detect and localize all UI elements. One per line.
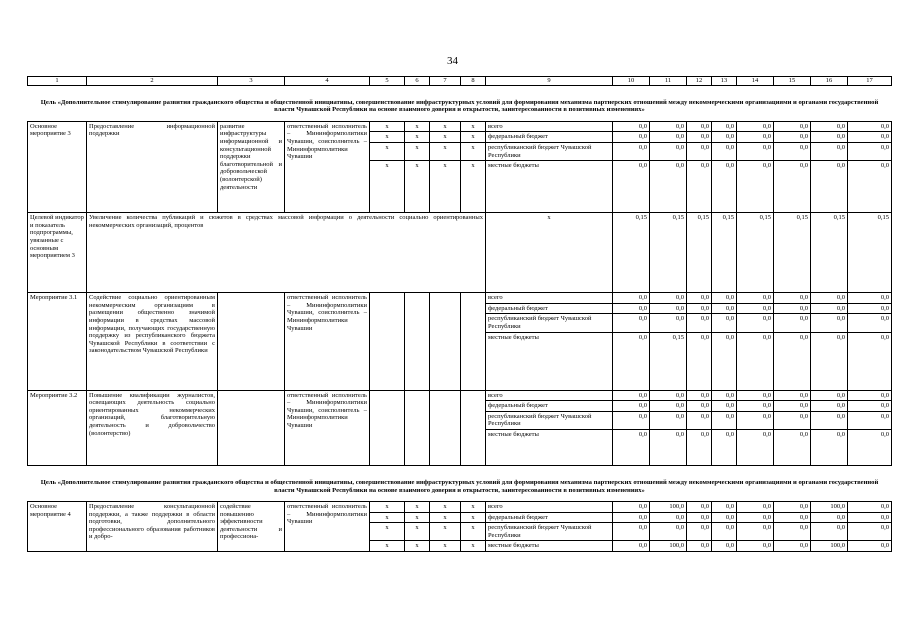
value-cell: 0,0 xyxy=(613,161,650,213)
value-cell: 0,0 xyxy=(712,512,737,523)
value-cell: 0,0 xyxy=(811,411,848,429)
indicator-description: Увеличение количества публикаций и сюжетов в средствах массовой информации о деятельности социально ориентированных некоммерческих организаций, процентов xyxy=(87,213,486,293)
value-cell: 0,15 xyxy=(774,213,811,293)
value-cell: 0,0 xyxy=(737,512,774,523)
value-cell: 0,0 xyxy=(848,502,892,513)
table-row xyxy=(28,390,892,401)
mark-cell: x xyxy=(405,121,430,132)
value-cell: 0,0 xyxy=(774,314,811,332)
value-cell: 0,0 xyxy=(737,401,774,412)
value-cell: 0,0 xyxy=(712,121,737,132)
funding-source: местные бюджеты xyxy=(486,541,613,552)
value-cell: 0,0 xyxy=(811,132,848,143)
event-name: Мероприятие 3.2 xyxy=(28,390,87,465)
value-cell: 0,0 xyxy=(650,293,687,304)
value-cell: 0,0 xyxy=(650,303,687,314)
value-cell: 0,0 xyxy=(687,401,712,412)
column-number: 9 xyxy=(486,77,613,86)
event-description: Предоставление информационной поддержки xyxy=(87,121,218,212)
event-responsible: ответственный исполнитель – Мининформполитики Чувашии, соисполнитель – Мининформполитики Чувашии xyxy=(285,121,370,212)
value-cell: 0,0 xyxy=(848,429,892,465)
event-goal xyxy=(218,390,285,465)
value-cell: 0,0 xyxy=(650,512,687,523)
value-cell: 0,0 xyxy=(737,161,774,213)
value-cell: 0,0 xyxy=(687,541,712,552)
mark-cell: x xyxy=(430,142,461,160)
value-cell: 0,0 xyxy=(811,512,848,523)
value-cell: 0,0 xyxy=(613,502,650,513)
event-description: Повышение квалификации журналистов, освещающих деятельность социально ориентированных некоммерческих организаций, благотворительную деятельность и добровольчество (волонтерство) xyxy=(87,390,218,465)
funding-source: федеральный бюджет xyxy=(486,132,613,143)
event-goal: содействие повышению эффективности деятельности и профессиона- xyxy=(218,502,285,552)
value-cell: 0,0 xyxy=(848,132,892,143)
event-name: Основное мероприятие 3 xyxy=(28,121,87,212)
value-cell: 0,0 xyxy=(774,401,811,412)
column-number: 5 xyxy=(370,77,405,86)
mark-cell: x xyxy=(405,502,430,513)
value-cell: 0,0 xyxy=(712,541,737,552)
event-goal: развитие инфраструктуры информационной и консультационной поддержки благотворительной и добровольческой (волонтерской) деятельности xyxy=(218,121,285,212)
column-number: 4 xyxy=(285,77,370,86)
column-number: 1 xyxy=(28,77,87,86)
value-cell: 100,0 xyxy=(811,502,848,513)
value-cell: 0,0 xyxy=(811,332,848,390)
value-cell: 0,0 xyxy=(774,502,811,513)
column-number: 8 xyxy=(461,77,486,86)
value-cell: 0,0 xyxy=(712,411,737,429)
value-cell: 0,0 xyxy=(687,161,712,213)
value-cell: 0,0 xyxy=(774,332,811,390)
mark-cell: x xyxy=(430,161,461,213)
value-cell: 0,0 xyxy=(613,429,650,465)
mark-cell: x xyxy=(461,541,486,552)
value-cell: 0,0 xyxy=(774,541,811,552)
value-cell: 0,0 xyxy=(848,314,892,332)
funding-source: всего xyxy=(486,502,613,513)
value-cell: 0,0 xyxy=(687,142,712,160)
value-cell: 0,0 xyxy=(613,523,650,541)
event-responsible: ответственный исполнитель – Мининформполитики Чувашии, соисполнитель – Мининформполитики Чувашии xyxy=(285,293,370,390)
mark-cell: x xyxy=(430,541,461,552)
value-cell: 0,0 xyxy=(737,132,774,143)
value-cell: 0,0 xyxy=(687,429,712,465)
funding-source: местные бюджеты xyxy=(486,332,613,390)
page-number: 34 xyxy=(447,55,458,67)
value-cell: 0,0 xyxy=(687,132,712,143)
value-cell: 0,0 xyxy=(687,502,712,513)
column-number: 6 xyxy=(405,77,430,86)
value-cell: 0,0 xyxy=(848,121,892,132)
value-cell: 0,0 xyxy=(811,142,848,160)
program-table xyxy=(27,76,892,552)
value-cell: 0,0 xyxy=(774,293,811,304)
value-cell: 0,0 xyxy=(712,142,737,160)
funding-source: федеральный бюджет xyxy=(486,401,613,412)
mark-cell: x xyxy=(405,541,430,552)
column-number: 12 xyxy=(687,77,712,86)
value-cell: 0,0 xyxy=(737,429,774,465)
column-number: 3 xyxy=(218,77,285,86)
mark-cell: x xyxy=(370,161,405,213)
value-cell: 0,0 xyxy=(737,293,774,304)
value-cell: 0,0 xyxy=(712,293,737,304)
mark-cell: x xyxy=(370,142,405,160)
value-cell: 0,0 xyxy=(811,293,848,304)
value-cell: 0,0 xyxy=(650,401,687,412)
mark-cell: x xyxy=(461,512,486,523)
value-cell: 0,0 xyxy=(737,502,774,513)
value-cell: 0,0 xyxy=(811,523,848,541)
event-goal xyxy=(218,293,285,390)
value-cell: 0,0 xyxy=(712,523,737,541)
value-cell: 0,0 xyxy=(848,332,892,390)
value-cell: 0,0 xyxy=(848,411,892,429)
value-cell: 0,0 xyxy=(712,332,737,390)
column-number-row xyxy=(28,77,892,86)
table-row xyxy=(28,121,892,132)
value-cell: 0,0 xyxy=(737,332,774,390)
value-cell: 0,0 xyxy=(613,132,650,143)
value-cell: 0,0 xyxy=(811,161,848,213)
value-cell: 0,0 xyxy=(848,512,892,523)
value-cell: 0,0 xyxy=(811,390,848,401)
value-cell: 0,0 xyxy=(712,161,737,213)
value-cell: 0,0 xyxy=(774,303,811,314)
mark-cell xyxy=(461,390,486,465)
value-cell: 0,0 xyxy=(613,332,650,390)
value-cell: 0,0 xyxy=(737,523,774,541)
funding-source: республиканский бюджет Чувашской Республики xyxy=(486,314,613,332)
value-cell: 0,0 xyxy=(687,332,712,390)
value-cell: 0,0 xyxy=(848,293,892,304)
value-cell: 0,0 xyxy=(613,314,650,332)
value-cell: 0,0 xyxy=(737,411,774,429)
value-cell: 0,0 xyxy=(687,512,712,523)
goal-text: Цель «Дополнительное стимулирование развития гражданского общества и общественной инициативы, совершенствование инфраструктурных условий для формирования механизма партнерских отношений между некоммерческими организациями и органами государственной власти Чувашской Республики на основе взаимного доверия и открытости, заинтересованности в позитивных изменениях» xyxy=(28,85,892,121)
value-cell: 0,0 xyxy=(774,142,811,160)
value-cell: 0,0 xyxy=(650,132,687,143)
value-cell: 0,0 xyxy=(811,303,848,314)
value-cell: 0,0 xyxy=(811,314,848,332)
event-responsible: ответственный исполнитель – Мининформполитики Чувашии, соисполнитель – Мининформполитики Чувашии xyxy=(285,390,370,465)
mark-cell: x xyxy=(461,121,486,132)
value-cell: 100,0 xyxy=(650,541,687,552)
value-cell: 0,0 xyxy=(712,429,737,465)
column-number: 13 xyxy=(712,77,737,86)
value-cell: 0,0 xyxy=(774,390,811,401)
value-cell: 0,0 xyxy=(613,401,650,412)
value-cell: 0,0 xyxy=(712,401,737,412)
mark-cell: x xyxy=(461,502,486,513)
column-number: 15 xyxy=(774,77,811,86)
funding-source: федеральный бюджет xyxy=(486,303,613,314)
mark-cell: x xyxy=(405,132,430,143)
funding-source: республиканский бюджет Чувашской Республики xyxy=(486,411,613,429)
mark-cell xyxy=(430,293,461,390)
value-cell: 0,0 xyxy=(737,314,774,332)
value-cell: 0,0 xyxy=(687,390,712,401)
goal-row xyxy=(28,85,892,121)
value-cell: 0,0 xyxy=(687,314,712,332)
value-cell: 0,15 xyxy=(737,213,774,293)
column-number: 17 xyxy=(848,77,892,86)
table-row xyxy=(28,293,892,304)
value-cell: 0,0 xyxy=(712,132,737,143)
value-cell: 0,0 xyxy=(774,512,811,523)
value-cell: 0,0 xyxy=(737,390,774,401)
mark-cell: x xyxy=(370,523,405,541)
value-cell: 0,0 xyxy=(687,121,712,132)
value-cell: 0,0 xyxy=(774,121,811,132)
value-cell: 0,0 xyxy=(712,314,737,332)
mark-cell: x xyxy=(405,161,430,213)
value-cell: 0,0 xyxy=(613,512,650,523)
value-cell: 0,0 xyxy=(650,523,687,541)
column-number: 10 xyxy=(613,77,650,86)
value-cell: 0,0 xyxy=(613,121,650,132)
value-cell: 0,15 xyxy=(613,213,650,293)
value-cell: 0,0 xyxy=(650,142,687,160)
value-cell: 0,0 xyxy=(712,303,737,314)
funding-source: всего xyxy=(486,293,613,304)
value-cell: 0,0 xyxy=(687,523,712,541)
value-cell: 0,0 xyxy=(737,121,774,132)
column-number: 14 xyxy=(737,77,774,86)
value-cell: 0,0 xyxy=(848,523,892,541)
mark-cell: x xyxy=(370,541,405,552)
event-name: Мероприятие 3.1 xyxy=(28,293,87,390)
funding-source: местные бюджеты xyxy=(486,161,613,213)
value-cell: 0,0 xyxy=(687,303,712,314)
value-cell: 0,0 xyxy=(687,293,712,304)
mark-cell xyxy=(405,390,430,465)
funding-source: республиканский бюджет Чувашской Республики xyxy=(486,142,613,160)
funding-source: всего xyxy=(486,390,613,401)
mark-cell: x xyxy=(370,121,405,132)
column-number: 7 xyxy=(430,77,461,86)
value-cell: 0,0 xyxy=(811,429,848,465)
value-cell: 0,0 xyxy=(613,293,650,304)
value-cell: 0,0 xyxy=(774,411,811,429)
mark-cell xyxy=(430,390,461,465)
funding-source: местные бюджеты xyxy=(486,429,613,465)
value-cell: 0,0 xyxy=(774,429,811,465)
value-cell: 0,0 xyxy=(650,411,687,429)
mark-cell: x xyxy=(430,132,461,143)
event-description: Содействие социально ориентированным некоммерческим организациям в размещении общественно значимой информации в средствах массовой информации, получающих государственную поддержку из республиканского бюджета Чувашской Республики в соответствии с законодательством Чувашской Республики xyxy=(87,293,218,390)
value-cell: 0,15 xyxy=(848,213,892,293)
value-cell: 0,0 xyxy=(811,401,848,412)
mark-cell: x xyxy=(370,512,405,523)
value-cell: 0,0 xyxy=(613,142,650,160)
value-cell: 0,0 xyxy=(613,390,650,401)
value-cell: 0,0 xyxy=(687,411,712,429)
funding-source: всего xyxy=(486,121,613,132)
event-responsible: ответственный исполнитель – Мининформполитики Чувашии xyxy=(285,502,370,552)
event-description: Предоставление консультационной поддержки, а также поддержки в области подготовки, дополнительного профессионального образования работников и добро- xyxy=(87,502,218,552)
funding-source: федеральный бюджет xyxy=(486,512,613,523)
value-cell: 0,0 xyxy=(848,161,892,213)
value-cell: 0,0 xyxy=(737,541,774,552)
mark-cell: x xyxy=(430,502,461,513)
value-cell: 0,0 xyxy=(650,121,687,132)
goal-text: Цель «Дополнительное стимулирование развития гражданского общества и общественной инициативы, совершенствование инфраструктурных условий для формирования механизма партнерских отношений между некоммерческими организациями и органами государственной власти Чувашской Республики на основе взаимного доверия и открытости, заинтересованности в позитивных изменениях» xyxy=(28,465,892,501)
value-cell: 0,0 xyxy=(848,541,892,552)
event-name: Основное мероприятие 4 xyxy=(28,502,87,552)
goal-row xyxy=(28,465,892,501)
column-number: 11 xyxy=(650,77,687,86)
value-cell: 0,0 xyxy=(848,401,892,412)
value-cell: 0,0 xyxy=(650,161,687,213)
value-cell: 0,0 xyxy=(737,142,774,160)
value-cell: 100,0 xyxy=(650,502,687,513)
mark-cell xyxy=(405,293,430,390)
value-cell: 100,0 xyxy=(811,541,848,552)
mark-cell: x xyxy=(370,132,405,143)
value-cell: 0,0 xyxy=(848,390,892,401)
mark-cell xyxy=(370,293,405,390)
mark-cell xyxy=(370,390,405,465)
value-cell: 0,0 xyxy=(613,303,650,314)
mark-cell: x xyxy=(461,142,486,160)
mark-cell: x xyxy=(405,512,430,523)
column-number: 16 xyxy=(811,77,848,86)
mark-cell: x xyxy=(370,502,405,513)
column-number: 2 xyxy=(87,77,218,86)
value-cell: 0,0 xyxy=(811,121,848,132)
value-cell: 0,0 xyxy=(737,303,774,314)
mark-cell: x xyxy=(430,512,461,523)
value-cell: 0,15 xyxy=(650,213,687,293)
value-cell: 0,0 xyxy=(774,161,811,213)
value-cell: 0,0 xyxy=(613,411,650,429)
mark-cell: x xyxy=(405,142,430,160)
value-cell: 0,0 xyxy=(712,502,737,513)
value-cell: 0,0 xyxy=(650,429,687,465)
mark-cell: x xyxy=(461,523,486,541)
indicator-row xyxy=(28,213,892,293)
value-cell: 0,0 xyxy=(774,132,811,143)
value-cell: 0,0 xyxy=(712,390,737,401)
table-row xyxy=(28,502,892,513)
value-cell: 0,0 xyxy=(848,303,892,314)
mark-cell: x xyxy=(405,523,430,541)
indicator-name: Целевой индикатор и показатель подпрограммы, увязанные с основным мероприятием 3 xyxy=(28,213,87,293)
mark-cell: x xyxy=(461,161,486,213)
value-cell: 0,15 xyxy=(712,213,737,293)
mark-cell: x xyxy=(486,213,613,293)
mark-cell xyxy=(461,293,486,390)
value-cell: 0,15 xyxy=(650,332,687,390)
mark-cell: x xyxy=(430,121,461,132)
funding-source: республиканский бюджет Чувашской Республики xyxy=(486,523,613,541)
value-cell: 0,0 xyxy=(650,390,687,401)
value-cell: 0,0 xyxy=(613,541,650,552)
value-cell: 0,0 xyxy=(774,523,811,541)
value-cell: 0,15 xyxy=(811,213,848,293)
value-cell: 0,0 xyxy=(848,142,892,160)
mark-cell: x xyxy=(430,523,461,541)
value-cell: 0,15 xyxy=(687,213,712,293)
value-cell: 0,0 xyxy=(650,314,687,332)
mark-cell: x xyxy=(461,132,486,143)
